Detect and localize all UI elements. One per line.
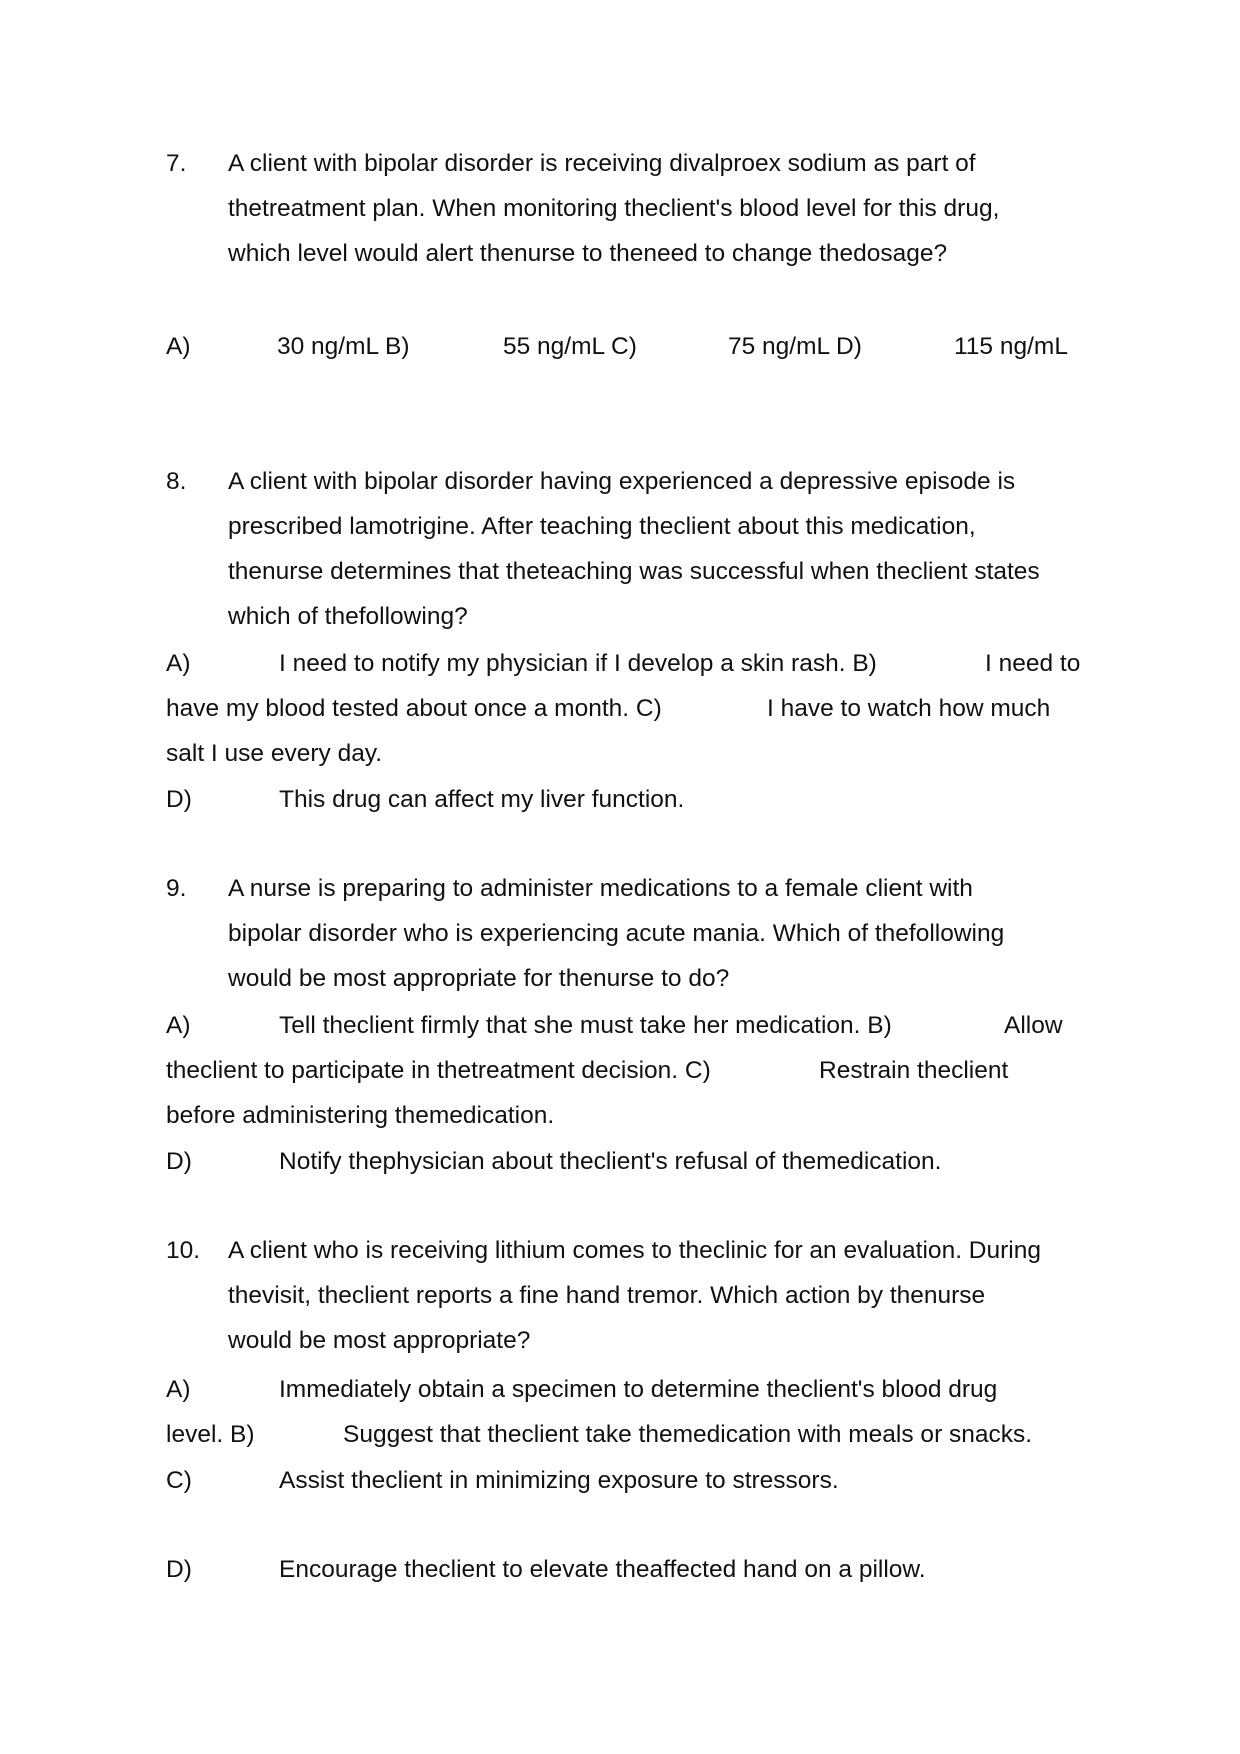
option-text: 30 ng/mL B): [277, 333, 410, 360]
option-text: I need to: [985, 650, 1081, 677]
question-stem-line: A client with bipolar disorder is receiving divalproex sodium as part of: [228, 150, 976, 177]
option-text: Assist theclient in minimizing exposure to stressors.: [279, 1467, 839, 1494]
question-number: 7.: [166, 150, 187, 177]
option-text: before administering themedication.: [166, 1102, 555, 1129]
option-label-a: A): [166, 1012, 191, 1039]
option-label-d: D): [166, 786, 192, 813]
option-label-a: A): [166, 1376, 191, 1403]
option-text: Tell theclient firmly that she must take her medication. B): [279, 1012, 892, 1039]
question-number: 9.: [166, 875, 187, 902]
question-stem-line: prescribed lamotrigine. After teaching theclient about this medication,: [228, 513, 976, 540]
option-text: Notify thephysician about theclient's refusal of themedication.: [279, 1148, 942, 1175]
question-number: 10.: [166, 1237, 201, 1264]
option-label-d: D): [166, 1148, 192, 1175]
option-text: This drug can affect my liver function.: [279, 786, 685, 813]
option-text: have my blood tested about once a month. C): [166, 695, 662, 722]
question-stem-line: A nurse is preparing to administer medications to a female client with: [228, 875, 973, 902]
option-label-d: D): [166, 1556, 192, 1583]
option-label-a: A): [166, 333, 191, 360]
question-stem-line: would be most appropriate for thenurse to do?: [228, 965, 730, 992]
option-text: salt I use every day.: [166, 740, 383, 767]
option-text: level. B): [166, 1421, 255, 1448]
option-text: Encourage theclient to elevate theaffected hand on a pillow.: [279, 1556, 926, 1583]
option-text: 75 ng/mL D): [728, 333, 862, 360]
question-stem-line: bipolar disorder who is experiencing acute mania. Which of thefollowing: [228, 920, 1005, 947]
question-stem-line: thetreatment plan. When monitoring theclient's blood level for this drug,: [228, 195, 1000, 222]
option-text: Immediately obtain a specimen to determine theclient's blood drug: [279, 1376, 998, 1403]
option-text: Restrain theclient: [819, 1057, 1009, 1084]
question-stem-line: would be most appropriate?: [228, 1327, 531, 1354]
option-text: Suggest that theclient take themedication with meals or snacks.: [343, 1421, 1033, 1448]
question-stem-line: A client with bipolar disorder having experienced a depressive episode is: [228, 468, 1016, 495]
question-stem-line: which level would alert thenurse to theneed to change thedosage?: [228, 240, 948, 267]
option-text: theclient to participate in thetreatment decision. C): [166, 1057, 711, 1084]
option-text: 55 ng/mL C): [503, 333, 637, 360]
question-stem-line: which of thefollowing?: [228, 603, 468, 630]
option-label-c: C): [166, 1467, 192, 1494]
option-text: I need to notify my physician if I develop a skin rash. B): [279, 650, 877, 677]
option-text: I have to watch how much: [767, 695, 1051, 722]
question-stem-line: A client who is receiving lithium comes to theclinic for an evaluation. During: [228, 1237, 1041, 1264]
question-stem-line: thevisit, theclient reports a fine hand tremor. Which action by thenurse: [228, 1282, 986, 1309]
option-text: 115 ng/mL: [954, 333, 1068, 360]
option-label-a: A): [166, 650, 191, 677]
question-number: 8.: [166, 468, 187, 495]
question-stem-line: thenurse determines that theteaching was successful when theclient states: [228, 558, 1040, 585]
option-text: Allow: [1004, 1012, 1063, 1039]
